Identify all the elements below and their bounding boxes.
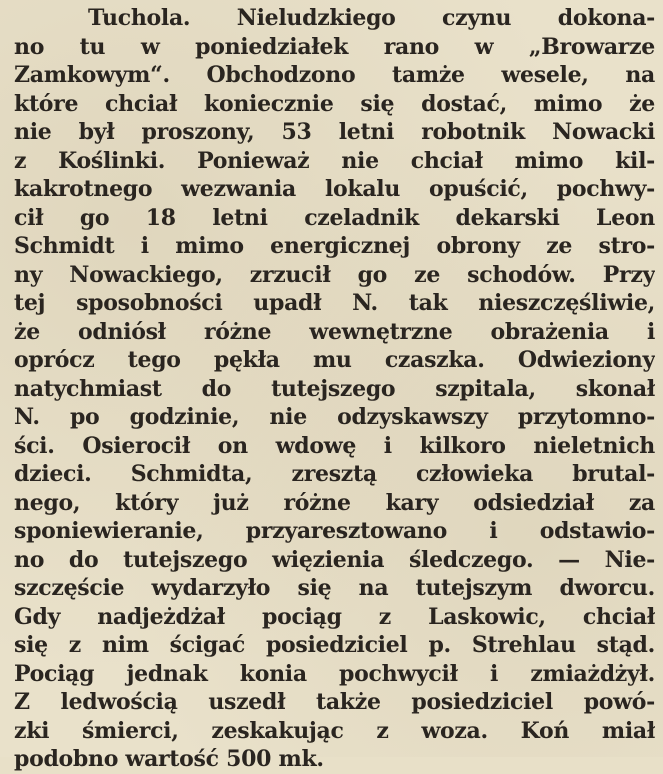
article-line: no tu w poniedziałek rano w „Browarze xyxy=(14,33,655,60)
article-line: Pociąg jednak konia pochwycił i zmiażdżył. xyxy=(14,660,655,687)
article-line: nie był proszony, 53 letni robotnik Nowacki xyxy=(14,119,655,145)
article-line: cił go 18 letni czeladnik dekarski Leon xyxy=(14,204,655,231)
article-line: zki śmierci, zeskakując z woza. Koń miał xyxy=(14,717,655,744)
article-line: natychmiast do tutejszego szpitala, skonał xyxy=(14,375,655,402)
article-line: no do tutejszego więzienia śledczego. — Nie- xyxy=(14,546,655,573)
article-line: oprócz tego pękła mu czaszka. Odwieziony xyxy=(14,347,655,373)
article-line: które chciał koniecznie się dostać, mimo że xyxy=(14,90,655,117)
article-line: kakrotnego wezwania lokalu opuścić, pochwy- xyxy=(14,176,655,202)
article-line: dzieci. Schmidta, zresztą człowieka brutal- xyxy=(14,461,655,487)
article-line: ści. Osierocił on wdowę i kilkoro nieletnich xyxy=(14,432,655,459)
article-line: Z ledwością uszedł także posiedziciel powó- xyxy=(14,689,655,715)
article-line: sponiewieranie, przyaresztowano i odstawio- xyxy=(14,518,655,544)
article-line: ny Nowackiego, zrzucił go ze schodów. Przy xyxy=(14,261,655,288)
article-line: N. po godzinie, nie odzyskawszy przytomno- xyxy=(14,404,655,430)
article-line: że odniósł różne wewnętrzne obrażenia i xyxy=(14,318,655,345)
article-line: szczęście wydarzyło się na tutejszym dworcu. xyxy=(14,575,655,601)
article-line: Zamkowym“. Obchodzono tamże wesele, na xyxy=(14,62,655,88)
article-line: Tuchola. Nieludzkiego czynu dokona- xyxy=(88,5,655,31)
article-line: podobno wartość 500 mk. xyxy=(14,746,324,772)
article-line: się z nim ścigać posiedziciel p. Strehlau stąd. xyxy=(14,632,655,658)
article-line: Gdy nadjeżdżał pociąg z Laskowic, chciał xyxy=(14,603,655,630)
article-line: tej sposobności upadł N. tak nieszczęśliwie, xyxy=(14,290,655,316)
article-line: nego, który już różne kary odsiedział za xyxy=(14,489,655,516)
article-line: z Koślinki. Ponieważ nie chciał mimo kil- xyxy=(14,147,655,174)
article-line: Schmidt i mimo energicznej obrony ze stro- xyxy=(14,233,655,259)
article-text xyxy=(14,4,655,774)
